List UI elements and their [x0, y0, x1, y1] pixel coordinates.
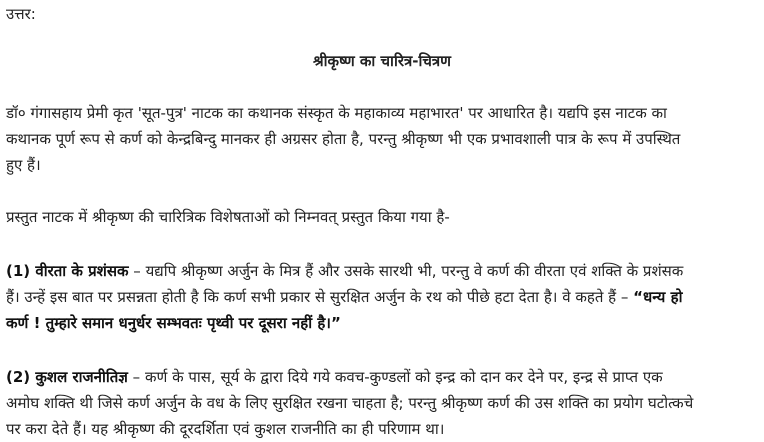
point-1-line-3: [6, 312, 341, 334]
point-2-line-3: पर करा देते हैं। यह श्रीकृष्ण की दूरदर्शिता एवं कुशल राजनीति का ही परिणाम था।: [6, 420, 445, 438]
lead-paragraph: प्रस्तुत नाटक में श्रीकृष्ण की चारित्रिक विशेषताओं को निम्नवत् प्रस्तुत किया गया है-: [6, 208, 450, 226]
intro-line-3: हुए हैं।: [6, 156, 41, 174]
point-2-heading: (2) कुशल राजनीतिज्ञ: [6, 368, 128, 386]
point-1-heading: (1) वीरता के प्रशंसक: [6, 262, 129, 280]
point-2-line-1: [6, 366, 663, 388]
page-title: श्रीकृष्ण का चारित्र-चित्रण: [312, 52, 452, 70]
intro-line-1: डॉ० गंगासहाय प्रेमी कृत 'सूत-पुत्र' नाटक का कथानक संस्कृत के महाकाव्य महाभारत' पर आधारित है। यद्यपि इस नाटक का: [6, 104, 667, 122]
point-1-line-1: [6, 260, 683, 282]
point-1-line-2-text: हैं। उन्हें इस बात पर प्रसन्नता होती है कि कर्ण सभी प्रकार से सुरक्षित अर्जुन के रथ को पीछे हटा देता है। वे कहते हैं –: [6, 288, 634, 306]
point-2-line-2: अमोघ शक्ति थी जिसे कर्ण अर्जुन के वध के लिए सुरक्षित रखना चाहता है; परन्तु श्रीकृष्ण कर्ण की उस शक्ति का प्रयोग घटोत्कचे: [6, 394, 694, 412]
intro-line-2: कथानक पूर्ण रूप से कर्ण को केन्द्रबिन्दु मानकर ही अग्रसर होता है, परन्तु श्रीकृष्ण भी एक प्रभावशाली पात्र के रूप में उपस्थित: [6, 130, 681, 148]
point-1-quote-end: कर्ण ! तुम्हारे समान धनुर्धर सम्भवतः पृथ्वी पर दूसरा नहीं है।”: [6, 314, 341, 332]
point-1-line-2: [6, 286, 682, 308]
answer-label: उत्तर:: [6, 5, 36, 23]
point-2-line-1-text: – कर्ण के पास, सूर्य के द्वारा दिये गये कवच-कुण्डलों को इन्द्र को दान कर देने पर, इन्द्र से प्राप्त एक: [127, 368, 663, 386]
point-1-line-1-text: – यद्यपि श्रीकृष्ण अर्जुन के मित्र हैं और उसके सारथी भी, परन्तु वे कर्ण की वीरता एवं शक्ति के प्रशंसक: [128, 262, 684, 280]
point-1-quote-start: “धन्य हो: [633, 288, 683, 306]
